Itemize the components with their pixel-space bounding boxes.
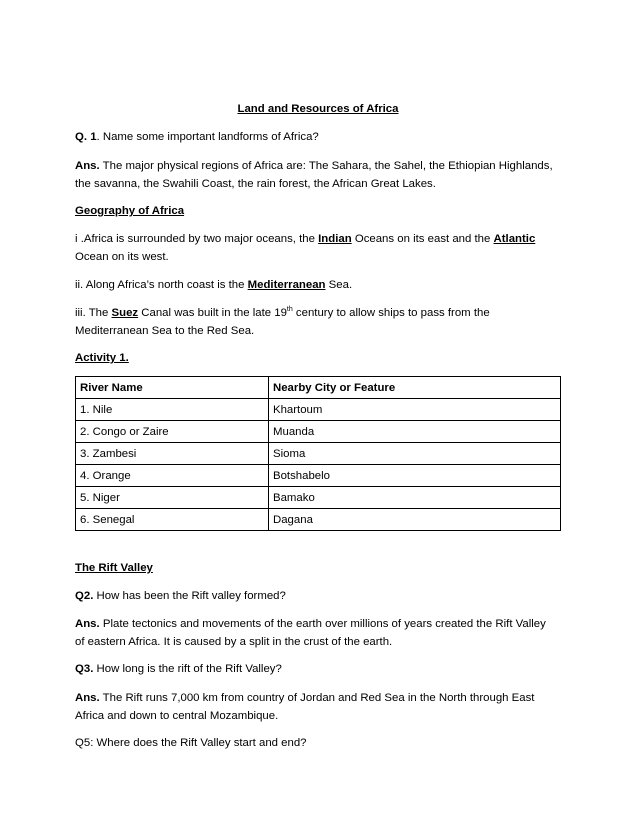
river-name-cell: 4. Orange <box>76 465 269 487</box>
answer-3-line-2: Africa and down to central Mozambique. <box>75 710 279 722</box>
atlantic-ocean-term: Atlantic <box>493 233 536 245</box>
geography-item-ii-text: ii. Along Africa’s north coast is the <box>75 279 248 291</box>
answer-1-line-2: the savanna, the Swahili Coast, the rain forest, the African Great Lakes. <box>75 178 436 190</box>
question-1-label: Q. 1 <box>75 131 97 143</box>
nearby-city-cell: Khartoum <box>269 399 561 421</box>
geography-item-i <box>75 230 561 266</box>
question-3-label: Q3. <box>75 663 94 675</box>
geography-item-iii-line-2: Mediterranean Sea to the Red Sea. <box>75 325 255 337</box>
table-row <box>76 421 561 443</box>
answer-1-label: Ans. <box>75 160 100 172</box>
nearby-city-cell: Muanda <box>269 421 561 443</box>
geography-item-iii-suffix: century to allow ships to pass from the <box>292 307 490 319</box>
table-row <box>76 465 561 487</box>
question-2-text: How has been the Rift valley formed? <box>93 590 286 602</box>
column-header-nearby-city: Nearby City or Feature <box>269 377 561 399</box>
answer-1-line-1: The major physical regions of Africa are: The Sahara, the Sahel, the Ethiopian Highlands, <box>99 160 553 172</box>
table-header-row <box>76 377 561 399</box>
question-5: Q5: Where does the Rift Valley start and end? <box>75 737 307 749</box>
answer-3-label: Ans. <box>75 692 100 704</box>
activity-heading: Activity 1. <box>75 352 129 364</box>
geography-heading: Geography of Africa <box>75 205 185 217</box>
column-header-river-name: River Name <box>76 377 269 399</box>
geography-item-ii <box>75 276 561 294</box>
suez-term: Suez <box>111 307 139 319</box>
answer-2-line-2: of eastern Africa. It is caused by a split in the crust of the earth. <box>75 636 393 648</box>
table-row <box>76 509 561 531</box>
answer-3-line-1: The Rift runs 7,000 km from country of Jordan and Red Sea in the North through East <box>99 692 535 704</box>
rift-valley-heading: The Rift Valley <box>75 562 153 574</box>
question-2-label: Q2. <box>75 590 94 602</box>
river-name-cell: 5. Niger <box>76 487 269 509</box>
river-name-cell: 3. Zambesi <box>76 443 269 465</box>
nearby-city-cell: Sioma <box>269 443 561 465</box>
mediterranean-term: Mediterranean <box>247 279 326 291</box>
table-row <box>76 487 561 509</box>
question-3 <box>75 660 561 678</box>
geography-item-ii-suffix: Sea. <box>325 279 353 291</box>
question-3-text: How long is the rift of the Rift Valley? <box>93 663 282 675</box>
answer-2 <box>75 615 561 651</box>
table-row <box>76 399 561 421</box>
question-2 <box>75 587 561 605</box>
answer-1 <box>75 157 561 193</box>
rivers-table <box>75 376 561 531</box>
river-name-cell: 6. Senegal <box>76 509 269 531</box>
answer-2-line-1: Plate tectonics and movements of the earth over millions of years created the Rift Valley <box>99 618 546 630</box>
river-name-cell: 1. Nile <box>76 399 269 421</box>
nearby-city-cell: Botshabelo <box>269 465 561 487</box>
geography-item-i-text-middle: Oceans on its east and the <box>351 233 494 245</box>
indian-ocean-term: Indian <box>318 233 352 245</box>
answer-3 <box>75 689 561 725</box>
ordinal-superscript: th <box>286 306 293 313</box>
question-1-text: . Name some important landforms of Africa? <box>96 131 319 143</box>
question-1 <box>75 128 561 146</box>
geography-item-iii-text: iii. The <box>75 307 112 319</box>
geography-item-i-text: i .Africa is surrounded by two major oceans, the <box>75 233 319 245</box>
geography-item-iii <box>75 304 561 340</box>
page-title: Land and Resources of Africa <box>237 103 399 115</box>
nearby-city-cell: Dagana <box>269 509 561 531</box>
answer-2-label: Ans. <box>75 618 100 630</box>
river-name-cell: 2. Congo or Zaire <box>76 421 269 443</box>
geography-item-iii-middle: Canal was built in the late 19 <box>138 307 287 319</box>
geography-item-i-line-2: Ocean on its west. <box>75 251 169 263</box>
table-row <box>76 443 561 465</box>
nearby-city-cell: Bamako <box>269 487 561 509</box>
